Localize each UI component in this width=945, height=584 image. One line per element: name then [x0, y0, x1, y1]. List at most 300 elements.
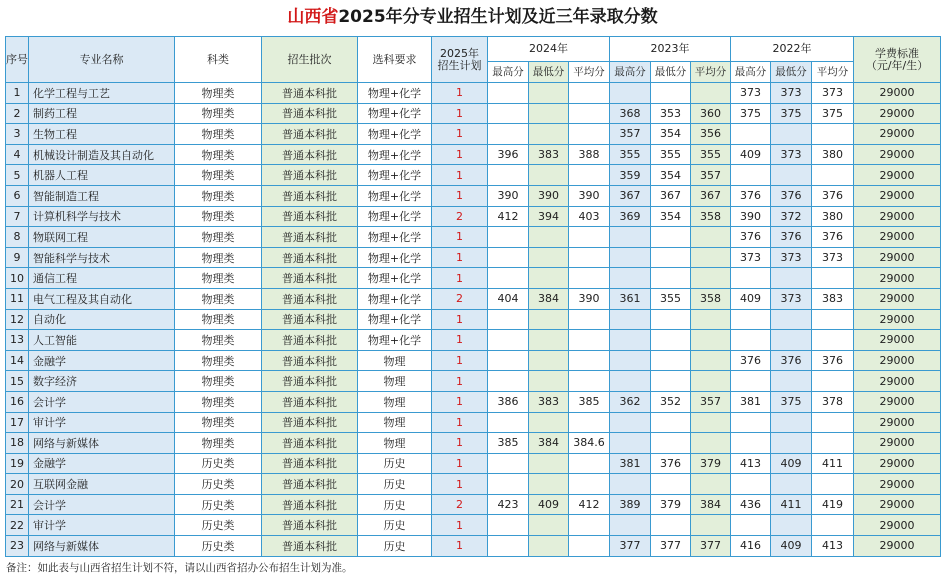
cell-index: 18: [6, 433, 29, 454]
cell-2023-max: 362: [610, 391, 651, 412]
table-row: [6, 268, 941, 289]
cell-2022-max: 373: [731, 247, 771, 268]
cell-2023-avg: [691, 515, 731, 536]
cell-2023-avg: [691, 330, 731, 351]
cell-2022-min: 372: [771, 206, 812, 227]
cell-2023-max: [610, 350, 651, 371]
cell-subject: 物理类: [175, 433, 262, 454]
cell-2024-min: 409: [529, 494, 569, 515]
table-row: [6, 371, 941, 392]
cell-index: 5: [6, 165, 29, 186]
cell-2023-min: 354: [651, 124, 691, 145]
cell-2022-max: [731, 433, 771, 454]
cell-index: 12: [6, 309, 29, 330]
cell-plan: 1: [432, 165, 488, 186]
cell-2022-max: [731, 412, 771, 433]
cell-2022-avg: [812, 309, 854, 330]
cell-2022-max: [731, 474, 771, 495]
cell-2023-min: [651, 247, 691, 268]
cell-subject: 物理类: [175, 309, 262, 330]
cell-batch: 普通本科批: [262, 124, 358, 145]
cell-2024-avg: [569, 247, 610, 268]
cell-2024-min: 383: [529, 144, 569, 165]
cell-2022-min: 409: [771, 536, 812, 557]
cell-2022-max: 409: [731, 144, 771, 165]
cell-subject: 历史类: [175, 536, 262, 557]
cell-2022-min: [771, 309, 812, 330]
cell-2024-max: [488, 83, 529, 104]
header-2022-min: 最低分: [771, 62, 812, 83]
cell-requirement: 历史: [358, 494, 432, 515]
cell-2022-min: 373: [771, 144, 812, 165]
table-row: [6, 536, 941, 557]
cell-index: 7: [6, 206, 29, 227]
cell-2024-min: 384: [529, 433, 569, 454]
cell-2024-avg: [569, 412, 610, 433]
cell-2022-max: [731, 515, 771, 536]
cell-2022-min: 375: [771, 391, 812, 412]
cell-subject: 物理类: [175, 350, 262, 371]
cell-index: 20: [6, 474, 29, 495]
cell-2022-min: 409: [771, 453, 812, 474]
cell-2023-min: 354: [651, 165, 691, 186]
cell-2022-min: [771, 433, 812, 454]
cell-2024-max: [488, 515, 529, 536]
cell-2022-avg: 383: [812, 288, 854, 309]
cell-2023-min: [651, 330, 691, 351]
cell-2023-max: [610, 309, 651, 330]
cell-plan: 1: [432, 330, 488, 351]
cell-subject: 历史类: [175, 494, 262, 515]
cell-2022-avg: [812, 412, 854, 433]
cell-2022-max: 390: [731, 206, 771, 227]
cell-2023-avg: 379: [691, 453, 731, 474]
cell-2024-min: [529, 536, 569, 557]
cell-2023-min: 352: [651, 391, 691, 412]
cell-2024-avg: [569, 350, 610, 371]
cell-2023-min: 376: [651, 453, 691, 474]
table-row: [6, 103, 941, 124]
header-batch: 招生批次: [262, 37, 358, 83]
cell-batch: 普通本科批: [262, 350, 358, 371]
cell-2022-max: [731, 124, 771, 145]
cell-requirement: 物理+化学: [358, 124, 432, 145]
cell-major: 金融学: [29, 453, 175, 474]
table-body: [6, 83, 941, 557]
cell-2022-min: 373: [771, 83, 812, 104]
header-2023-min: 最低分: [651, 62, 691, 83]
header-year-2024: 2024年: [488, 37, 610, 62]
header-2022-max: 最高分: [731, 62, 771, 83]
cell-2023-avg: 360: [691, 103, 731, 124]
cell-2022-min: 373: [771, 247, 812, 268]
cell-2023-max: [610, 247, 651, 268]
table-row: [6, 185, 941, 206]
cell-index: 6: [6, 185, 29, 206]
cell-2023-avg: [691, 83, 731, 104]
cell-2024-avg: [569, 165, 610, 186]
cell-plan: 1: [432, 247, 488, 268]
cell-fee: 29000: [854, 515, 941, 536]
cell-2023-max: 369: [610, 206, 651, 227]
cell-major: 网络与新媒体: [29, 536, 175, 557]
cell-requirement: 历史: [358, 453, 432, 474]
table-row: [6, 83, 941, 104]
cell-major: 网络与新媒体: [29, 433, 175, 454]
cell-subject: 物理类: [175, 412, 262, 433]
cell-2024-min: [529, 103, 569, 124]
cell-2022-max: 409: [731, 288, 771, 309]
cell-plan: 1: [432, 227, 488, 248]
cell-2023-min: 354: [651, 206, 691, 227]
cell-2023-avg: [691, 433, 731, 454]
cell-requirement: 物理+化学: [358, 185, 432, 206]
cell-2024-min: [529, 309, 569, 330]
cell-2023-avg: 357: [691, 165, 731, 186]
cell-2023-avg: [691, 309, 731, 330]
cell-fee: 29000: [854, 227, 941, 248]
cell-2022-min: [771, 165, 812, 186]
cell-2022-avg: 413: [812, 536, 854, 557]
cell-index: 14: [6, 350, 29, 371]
cell-requirement: 历史: [358, 536, 432, 557]
cell-2024-min: [529, 453, 569, 474]
cell-2023-max: 355: [610, 144, 651, 165]
cell-fee: 29000: [854, 144, 941, 165]
cell-batch: 普通本科批: [262, 536, 358, 557]
cell-2022-min: [771, 330, 812, 351]
cell-2023-avg: [691, 227, 731, 248]
cell-2022-avg: 378: [812, 391, 854, 412]
cell-2022-min: [771, 124, 812, 145]
cell-2023-max: 377: [610, 536, 651, 557]
cell-2023-avg: [691, 268, 731, 289]
cell-2023-max: [610, 515, 651, 536]
header-year-2023: 2023年: [610, 37, 731, 62]
cell-plan: 1: [432, 103, 488, 124]
cell-2024-avg: [569, 330, 610, 351]
cell-requirement: 物理+化学: [358, 247, 432, 268]
cell-2023-avg: [691, 247, 731, 268]
header-2024-max: 最高分: [488, 62, 529, 83]
cell-index: 3: [6, 124, 29, 145]
cell-subject: 物理类: [175, 144, 262, 165]
cell-requirement: 历史: [358, 474, 432, 495]
cell-2024-min: [529, 124, 569, 145]
cell-2024-avg: 403: [569, 206, 610, 227]
cell-2023-max: [610, 433, 651, 454]
cell-major: 智能科学与技术: [29, 247, 175, 268]
cell-requirement: 物理+化学: [358, 309, 432, 330]
cell-requirement: 物理+化学: [358, 288, 432, 309]
cell-major: 互联网金融: [29, 474, 175, 495]
cell-2022-avg: [812, 371, 854, 392]
cell-2024-max: 396: [488, 144, 529, 165]
cell-2023-max: 359: [610, 165, 651, 186]
header-subject: 科类: [175, 37, 262, 83]
cell-2023-avg: [691, 412, 731, 433]
cell-subject: 物理类: [175, 83, 262, 104]
cell-2023-avg: [691, 350, 731, 371]
cell-fee: 29000: [854, 330, 941, 351]
cell-2023-max: [610, 83, 651, 104]
cell-2024-max: [488, 371, 529, 392]
cell-major: 生物工程: [29, 124, 175, 145]
title-text: 2025年分专业招生计划及近三年录取分数: [338, 7, 658, 27]
cell-2022-avg: [812, 124, 854, 145]
cell-fee: 29000: [854, 474, 941, 495]
cell-requirement: 物理: [358, 350, 432, 371]
cell-2024-max: [488, 268, 529, 289]
cell-2023-min: [651, 309, 691, 330]
cell-2022-max: 375: [731, 103, 771, 124]
cell-requirement: 物理+化学: [358, 227, 432, 248]
cell-major: 金融学: [29, 350, 175, 371]
cell-major: 通信工程: [29, 268, 175, 289]
cell-2024-avg: 388: [569, 144, 610, 165]
cell-2024-avg: [569, 103, 610, 124]
cell-fee: 29000: [854, 206, 941, 227]
cell-2023-max: 367: [610, 185, 651, 206]
cell-2024-max: [488, 165, 529, 186]
table-row: [6, 124, 941, 145]
cell-batch: 普通本科批: [262, 206, 358, 227]
cell-subject: 物理类: [175, 103, 262, 124]
cell-2022-avg: [812, 515, 854, 536]
cell-2022-avg: 376: [812, 185, 854, 206]
cell-2022-min: 376: [771, 185, 812, 206]
cell-batch: 普通本科批: [262, 330, 358, 351]
cell-plan: 1: [432, 124, 488, 145]
cell-2022-avg: 373: [812, 83, 854, 104]
cell-subject: 历史类: [175, 453, 262, 474]
cell-fee: 29000: [854, 185, 941, 206]
page-title: [0, 0, 945, 34]
cell-2022-max: 381: [731, 391, 771, 412]
cell-major: 化学工程与工艺: [29, 83, 175, 104]
cell-2023-avg: 357: [691, 391, 731, 412]
cell-batch: 普通本科批: [262, 494, 358, 515]
cell-subject: 历史类: [175, 515, 262, 536]
cell-2023-avg: 367: [691, 185, 731, 206]
header-plan-line1: 2025年: [440, 46, 479, 60]
cell-2023-min: 367: [651, 185, 691, 206]
cell-2023-max: 368: [610, 103, 651, 124]
cell-2023-avg: 355: [691, 144, 731, 165]
cell-2024-avg: 384.6: [569, 433, 610, 454]
header-plan: [432, 37, 488, 83]
cell-major: 会计学: [29, 391, 175, 412]
cell-2024-avg: [569, 536, 610, 557]
cell-subject: 物理类: [175, 124, 262, 145]
table-row: [6, 330, 941, 351]
header-major: 专业名称: [29, 37, 175, 83]
header-index: 序号: [6, 37, 29, 83]
cell-plan: 1: [432, 83, 488, 104]
cell-2022-avg: 411: [812, 453, 854, 474]
table-row: [6, 288, 941, 309]
table-row: [6, 227, 941, 248]
cell-2022-max: 373: [731, 83, 771, 104]
cell-index: 13: [6, 330, 29, 351]
cell-2024-avg: [569, 83, 610, 104]
cell-index: 15: [6, 371, 29, 392]
cell-2024-avg: [569, 227, 610, 248]
cell-2022-min: [771, 412, 812, 433]
cell-batch: 普通本科批: [262, 268, 358, 289]
table-row: [6, 453, 941, 474]
cell-fee: 29000: [854, 412, 941, 433]
cell-requirement: 物理: [358, 391, 432, 412]
cell-plan: 1: [432, 536, 488, 557]
cell-2024-avg: [569, 268, 610, 289]
cell-2023-min: [651, 227, 691, 248]
cell-requirement: 物理+化学: [358, 103, 432, 124]
cell-2024-max: [488, 350, 529, 371]
cell-2022-avg: 375: [812, 103, 854, 124]
cell-2022-min: [771, 515, 812, 536]
cell-batch: 普通本科批: [262, 391, 358, 412]
cell-2022-avg: 373: [812, 247, 854, 268]
cell-fee: 29000: [854, 288, 941, 309]
cell-major: 电气工程及其自动化: [29, 288, 175, 309]
cell-2024-min: [529, 474, 569, 495]
table-row: [6, 206, 941, 227]
cell-2024-max: [488, 474, 529, 495]
cell-plan: 1: [432, 350, 488, 371]
cell-2022-min: 376: [771, 350, 812, 371]
cell-fee: 29000: [854, 433, 941, 454]
cell-index: 23: [6, 536, 29, 557]
cell-2022-min: 373: [771, 288, 812, 309]
cell-batch: 普通本科批: [262, 83, 358, 104]
cell-2023-min: 355: [651, 144, 691, 165]
cell-plan: 1: [432, 185, 488, 206]
cell-2022-avg: 376: [812, 350, 854, 371]
cell-2022-avg: [812, 268, 854, 289]
cell-batch: 普通本科批: [262, 453, 358, 474]
cell-fee: 29000: [854, 350, 941, 371]
cell-2022-min: [771, 371, 812, 392]
cell-major: 审计学: [29, 412, 175, 433]
cell-2024-avg: 385: [569, 391, 610, 412]
cell-2022-avg: [812, 433, 854, 454]
header-fee-line2: （元/年/生）: [865, 58, 929, 72]
cell-index: 9: [6, 247, 29, 268]
cell-2024-min: [529, 165, 569, 186]
cell-2024-max: [488, 453, 529, 474]
cell-major: 人工智能: [29, 330, 175, 351]
cell-subject: 物理类: [175, 391, 262, 412]
cell-requirement: 物理+化学: [358, 165, 432, 186]
header-fee-line1: 学费标准: [875, 46, 920, 60]
cell-subject: 物理类: [175, 330, 262, 351]
table-row: [6, 515, 941, 536]
cell-plan: 1: [432, 144, 488, 165]
cell-index: 4: [6, 144, 29, 165]
cell-fee: 29000: [854, 536, 941, 557]
cell-major: 物联网工程: [29, 227, 175, 248]
cell-batch: 普通本科批: [262, 474, 358, 495]
cell-plan: 1: [432, 515, 488, 536]
cell-index: 22: [6, 515, 29, 536]
cell-2024-max: 386: [488, 391, 529, 412]
cell-plan: 1: [432, 412, 488, 433]
cell-plan: 1: [432, 371, 488, 392]
cell-batch: 普通本科批: [262, 144, 358, 165]
cell-batch: 普通本科批: [262, 433, 358, 454]
cell-2022-max: [731, 268, 771, 289]
cell-2022-avg: 380: [812, 206, 854, 227]
cell-fee: 29000: [854, 268, 941, 289]
cell-2024-max: 385: [488, 433, 529, 454]
cell-2022-avg: 419: [812, 494, 854, 515]
cell-major: 审计学: [29, 515, 175, 536]
cell-2024-avg: [569, 124, 610, 145]
cell-requirement: 物理+化学: [358, 144, 432, 165]
cell-batch: 普通本科批: [262, 309, 358, 330]
cell-batch: 普通本科批: [262, 288, 358, 309]
footnote: 备注：如此表与山西省招生计划不符，请以山西省招办公布招生计划为准。: [6, 562, 353, 574]
header-year-2022: 2022年: [731, 37, 854, 62]
cell-major: 数字经济: [29, 371, 175, 392]
cell-2024-min: [529, 83, 569, 104]
cell-index: 8: [6, 227, 29, 248]
cell-2023-min: [651, 515, 691, 536]
cell-fee: 29000: [854, 453, 941, 474]
header-requirement: 选科要求: [358, 37, 432, 83]
cell-2023-max: [610, 227, 651, 248]
header-2023-max: 最高分: [610, 62, 651, 83]
table-row: [6, 412, 941, 433]
cell-subject: 物理类: [175, 206, 262, 227]
cell-2022-avg: [812, 474, 854, 495]
cell-requirement: 物理+化学: [358, 330, 432, 351]
cell-2024-max: [488, 412, 529, 433]
table-row: [6, 474, 941, 495]
table-row: [6, 165, 941, 186]
cell-batch: 普通本科批: [262, 371, 358, 392]
cell-2023-max: [610, 330, 651, 351]
cell-2024-max: [488, 103, 529, 124]
cell-2023-max: 361: [610, 288, 651, 309]
table-row: [6, 391, 941, 412]
cell-2022-avg: [812, 330, 854, 351]
cell-subject: 物理类: [175, 165, 262, 186]
cell-major: 制药工程: [29, 103, 175, 124]
cell-batch: 普通本科批: [262, 103, 358, 124]
header-fee: [854, 37, 941, 83]
cell-2024-min: [529, 330, 569, 351]
cell-2022-min: 376: [771, 227, 812, 248]
cell-batch: 普通本科批: [262, 247, 358, 268]
cell-2024-avg: 412: [569, 494, 610, 515]
cell-2023-min: [651, 83, 691, 104]
cell-2024-min: 384: [529, 288, 569, 309]
cell-2024-min: [529, 247, 569, 268]
cell-fee: 29000: [854, 165, 941, 186]
cell-2024-avg: [569, 474, 610, 495]
cell-2024-min: [529, 350, 569, 371]
cell-2024-max: [488, 330, 529, 351]
cell-index: 19: [6, 453, 29, 474]
cell-fee: 29000: [854, 247, 941, 268]
cell-major: 计算机科学与技术: [29, 206, 175, 227]
cell-fee: 29000: [854, 309, 941, 330]
cell-2024-avg: [569, 453, 610, 474]
cell-2022-max: 413: [731, 453, 771, 474]
cell-2023-avg: [691, 474, 731, 495]
